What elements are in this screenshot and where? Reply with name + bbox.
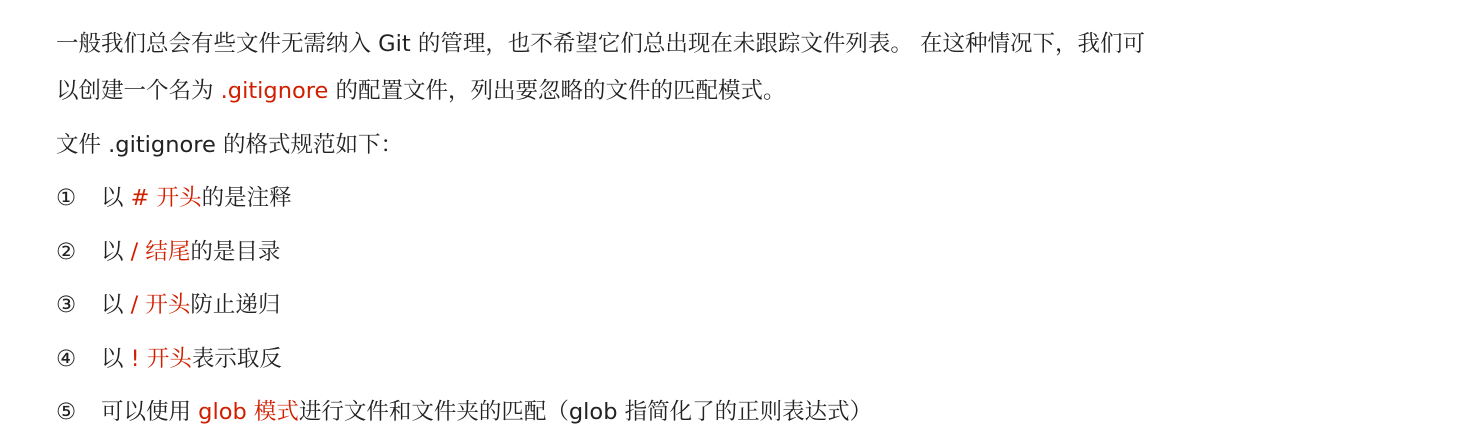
rule-number: ② — [56, 239, 77, 265]
rule-number: ⑤ — [56, 399, 77, 425]
intro-paragraph-line-1 — [56, 27, 1145, 61]
rule-highlight: / 开头 — [130, 292, 191, 318]
rule-suffix: 防止递归 — [190, 292, 281, 318]
rule-highlight: glob 模式 — [198, 399, 299, 425]
rule-item-1 — [56, 181, 292, 215]
rule-prefix: 可以使用 — [101, 399, 199, 425]
rule-prefix: 以 — [101, 346, 131, 372]
rule-highlight: ! 开头 — [130, 346, 192, 372]
rule-prefix: 以 — [101, 185, 131, 211]
rule-suffix: 的是注释 — [201, 185, 292, 211]
intro-paragraph-line-2 — [56, 74, 785, 108]
intro-text-before: 以创建一个名为 — [56, 78, 221, 104]
rule-item-2 — [56, 235, 280, 269]
rule-prefix: 以 — [101, 292, 131, 318]
rule-highlight: # 开头 — [130, 185, 202, 211]
rule-suffix: 表示取反 — [191, 346, 282, 372]
rule-highlight: / 结尾 — [130, 239, 191, 265]
rule-number: ④ — [56, 346, 77, 372]
rule-item-3 — [56, 288, 280, 322]
rule-prefix: 以 — [101, 239, 131, 265]
rule-number: ① — [56, 185, 77, 211]
intro-text-after: 的配置文件，列出要忽略的文件的匹配模式。 — [328, 78, 786, 104]
gitignore-highlight: .gitignore — [220, 78, 329, 104]
rule-suffix: 的是目录 — [190, 239, 281, 265]
rule-item-5 — [56, 395, 872, 429]
intro-text: 一般我们总会有些文件无需纳入 Git 的管理，也不希望它们总出现在未跟踪文件列表。 在这种情况下，我们可 — [56, 31, 1145, 57]
rule-number: ③ — [56, 292, 77, 318]
format-intro — [56, 128, 403, 162]
rule-item-4 — [56, 342, 282, 376]
rule-suffix: 进行文件和文件夹的匹配（glob 指简化了的正则表达式） — [298, 399, 873, 425]
format-intro-text: 文件 .gitignore 的格式规范如下： — [56, 132, 403, 158]
